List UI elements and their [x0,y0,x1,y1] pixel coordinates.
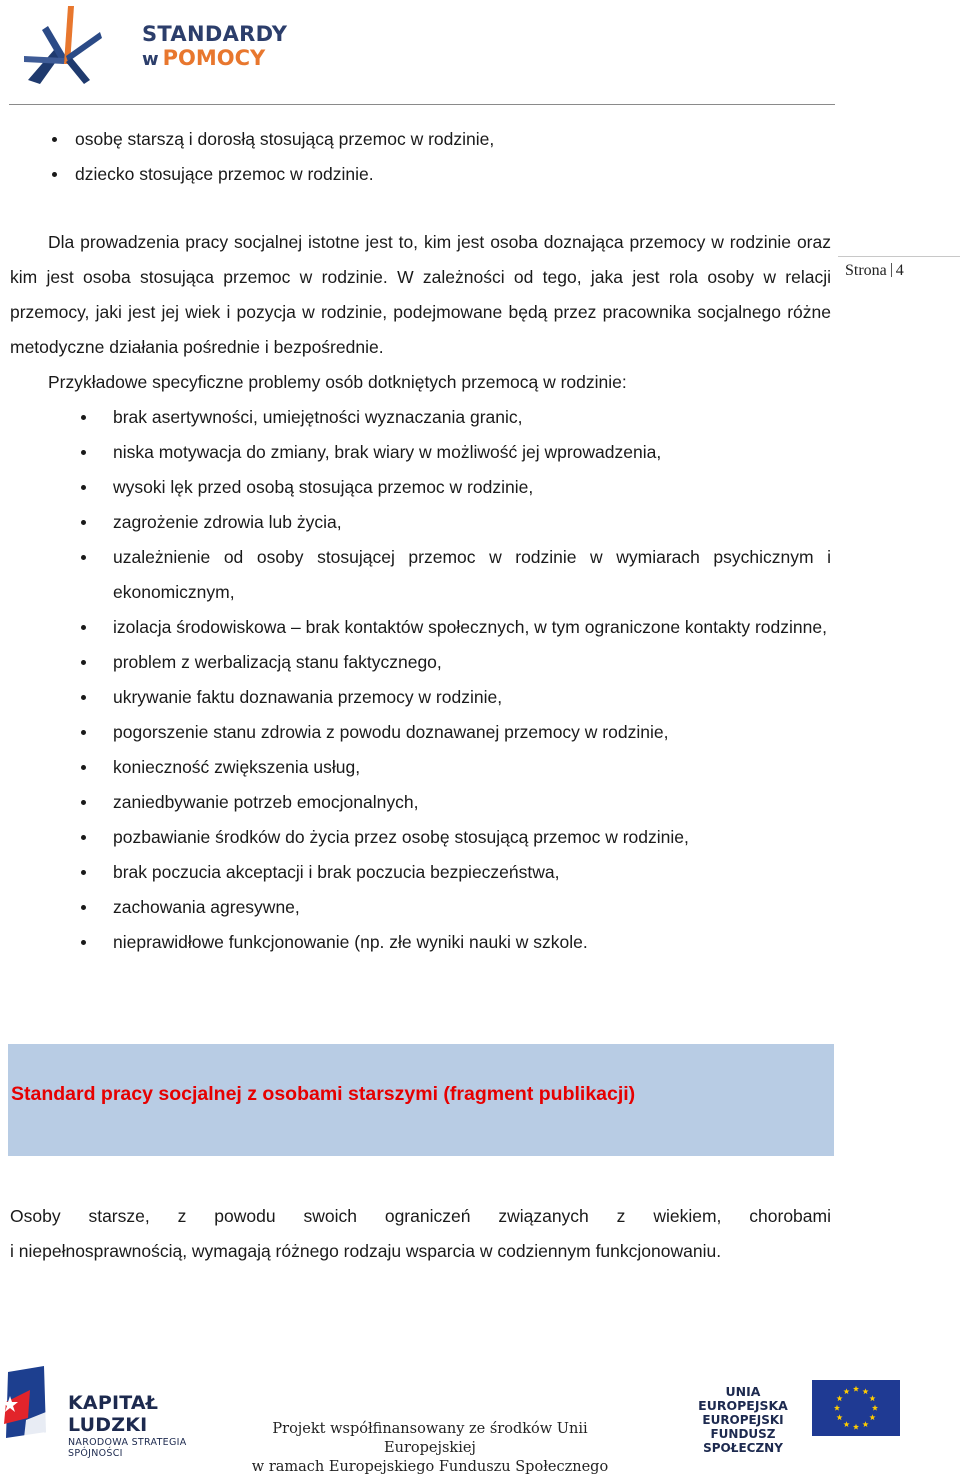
logo-text-pomocy: POMOCY [162,46,266,70]
page-number: 4 [895,262,904,279]
list-item: ukrywanie faktu doznawania przemocy w rodzinie, [10,680,831,715]
eu-flag-icon [812,1380,900,1436]
document-body [10,122,831,960]
page-label-word: Strona [845,262,887,279]
list-item: brak poczucia akceptacji i brak poczucia bezpieczeństwa, [10,855,831,890]
cofinancing-note [230,1420,630,1477]
list-item: konieczność zwiększenia usług, [10,750,831,785]
page-label-divider [838,256,960,257]
kapital-ludzki-emblem-icon [0,1362,60,1448]
list-item: zachowania agresywne, [10,890,831,925]
list-item: brak asertywności, umiejętności wyznaczania granic, [10,400,831,435]
list-item: izolacja środowiskowa – brak kontaktów społecznych, w tym ograniczone kontakty rodzinne, [10,610,831,645]
section-heading-band [8,1044,834,1156]
cofinancing-line-2: w ramach Europejskiego Funduszu Społecznego [251,1459,609,1475]
list-item: pogorszenie stanu zdrowia z powodu doznawanej przemocy w rodzinie, [10,715,831,750]
standardy-w-pomocy-logo [24,4,288,90]
paragraph-2: Przykładowe specyficzne problemy osób dotkniętych przemocą w rodzinie: [48,372,627,392]
problems-list [10,400,831,960]
kapital-ludzki-logo [0,1362,230,1459]
paragraph-1: Dla prowadzenia pracy socjalnej istotne jest to, kim jest osoba doznająca przemocy w rodzinie oraz kim jest osoba stosująca przemoc w rodzinie. W zależności od tego, jaka jest rola osoby w relacji przemocy, jaki jest jej wiek i pozycja w rodzinie, podejmowane będą przez pracownika socjalnego różne metodyczne działania pośrednie i bezpośrednie. [10,232,831,357]
list-item: dziecko stosujące przemoc w rodzinie. [10,157,831,192]
list-item: zaniedbywanie potrzeb emocjonalnych, [10,785,831,820]
list-item: nieprawidłowe funkcjonowanie (np. złe wyniki nauki w szkole. [10,925,831,960]
ue-line-3: FUNDUSZ SPOŁECZNY [703,1427,783,1455]
kl-title: KAPITAŁ LUDZKI [68,1392,159,1436]
top-bullet-list [10,122,831,192]
list-item: pozbawianie środków do życia przez osobę stosującą przemoc w rodzinie, [10,820,831,855]
list-item: zagrożenie zdrowia lub życia, [10,505,831,540]
page-number-label [845,262,904,280]
logo-emblem-icon [24,4,124,90]
kl-subtitle: NARODOWA STRATEGIA SPÓJNOŚCI [68,1437,187,1459]
list-item: uzależnienie od osoby stosującej przemoc w rodzinie w wymiarach psychicznym i ekonomicznym, [10,540,831,610]
cofinancing-line-1: Projekt współfinansowany ze środków Unii Europejskiej [272,1421,588,1456]
paragraph-3-line-1: Osoby starsze, z powodu swoich ograniczeń związanych z wiekiem, chorobami [10,1206,831,1226]
list-item: osobę starszą i dorosłą stosującą przemoc w rodzinie, [10,122,831,157]
list-item: niska motywacja do zmiany, brak wiary w możliwość jej wprowadzenia, [10,435,831,470]
ue-line-1: UNIA EUROPEJSKA [698,1384,788,1413]
header-divider [9,104,835,105]
logo-text-standardy: STANDARDY [142,22,288,46]
paragraph-3-line-2: i niepełnosprawnością, wymagają różnego rodzaju wsparcia w codziennym funkcjonowaniu. [10,1241,722,1261]
section-title: Standard pracy socjalnej z osobami starszymi (fragment publikacji) [11,1083,636,1105]
list-item: problem z werbalizacją stanu faktycznego, [10,645,831,680]
list-item: wysoki lęk przed osobą stosująca przemoc w rodzinie, [10,470,831,505]
logo-text-w: w [142,49,159,70]
eu-fund-label [681,1385,805,1455]
ue-line-2: EUROPEJSKI [702,1413,784,1427]
paragraph-3 [10,1199,831,1269]
